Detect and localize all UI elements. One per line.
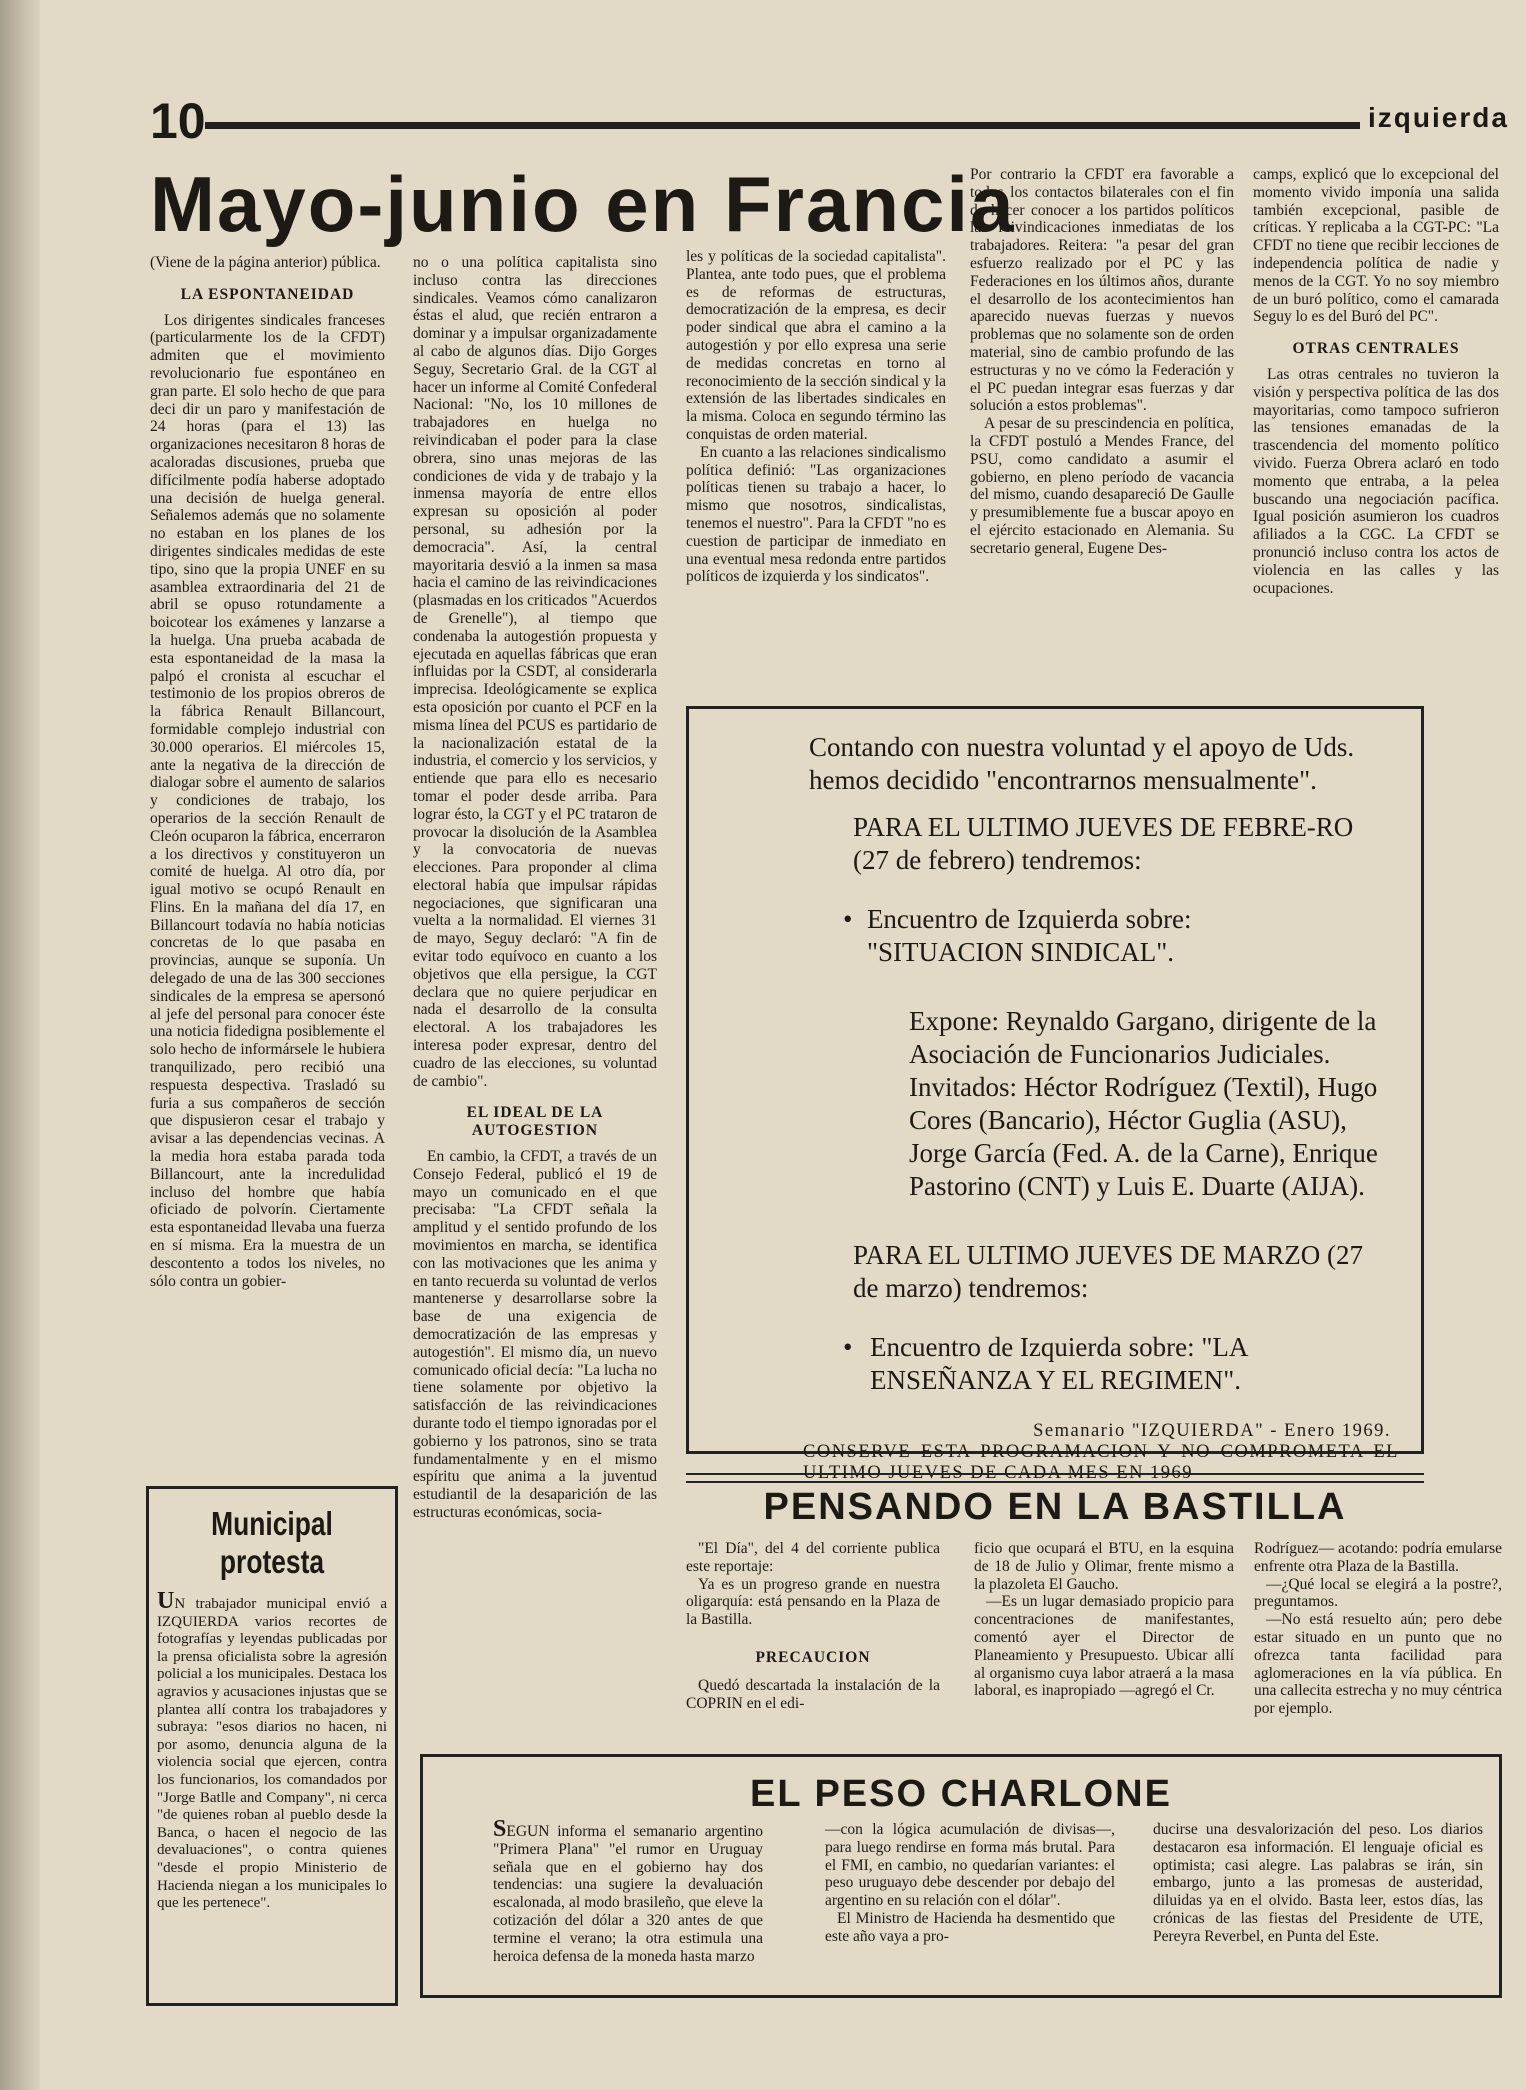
bullet: • bbox=[843, 1332, 853, 1362]
peso-charlone-title: EL PESO CHARLONE bbox=[750, 1773, 1172, 1815]
municipal-protesta-body bbox=[157, 1588, 387, 1913]
announcement-event-1 bbox=[713, 903, 1399, 969]
article-column-5 bbox=[1253, 166, 1499, 597]
bullet: • bbox=[843, 904, 853, 934]
event-2-title: Encuentro de Izquierda sobre: "LA ENSEÑANZA Y EL REGIMEN". bbox=[869, 1332, 1247, 1395]
announcement-event-2 bbox=[713, 1331, 1399, 1397]
announcement-box bbox=[686, 706, 1424, 1483]
page-binding-shadow bbox=[0, 0, 40, 2090]
announcement-signature: Semanario "IZQUIERDA" - Enero 1969. bbox=[1033, 1421, 1391, 1441]
bastilla-title: PENSANDO EN LA BASTILLA bbox=[763, 1486, 1347, 1528]
bastilla-paragraph: ficio que ocupará el BTU, en la esquina de 18 de Julio y Olimar, frente mismo a la plazoleta El Gaucho. bbox=[974, 1540, 1234, 1593]
bastilla-paragraph: —Es un lugar demasiado propicio para concentraciones de manifestantes, comentó ayer el Director de Planeamiento y Presupuesto. Ubicar allí al organismo cuya labor atraerá a la masa laboral, es inapropiado —agregó el Cr. bbox=[974, 1593, 1234, 1700]
peso-charlone-box bbox=[420, 1754, 1502, 1998]
section-heading-precaucion: PRECAUCION bbox=[755, 1648, 871, 1666]
bastilla-column-3 bbox=[1254, 1540, 1502, 1718]
masthead: izquierda bbox=[1368, 102, 1509, 133]
bastilla-top-rule bbox=[686, 1473, 1424, 1483]
header-rule bbox=[205, 122, 1360, 129]
drop-cap: U bbox=[157, 1588, 175, 1614]
peso-column-1 bbox=[493, 1816, 763, 1965]
article-paragraph: Las otras centrales no tuvieron la visión y perspectiva política de las dos mayoritarias, como tampoco sufrieron las tensiones emanadas de la trascendencia del momento político vivido. Fuerza Obrera aclaró en todo momento que entraba, a la pelea buscando una negociación pacífica. Igual posición asumieron los cuadros afiliados a la CGC. La CFDT se pronunció incluso contra los actos de violencia en las calles y las ocupaciones. bbox=[1253, 365, 1499, 597]
section-heading-autogestion: EL IDEAL DE LA AUTOGESTION bbox=[466, 1104, 604, 1140]
page-number: 10 bbox=[150, 93, 206, 149]
section-heading-otras-centrales: OTRAS CENTRALES bbox=[1292, 340, 1460, 358]
bastilla-paragraph: "El Día", del 4 del corriente publica este reportaje: bbox=[686, 1540, 940, 1575]
article-column-2 bbox=[413, 254, 657, 1522]
announcement-speaker: Expone: Reynaldo Gargano, dirigente de la Asociación de Funcionarios Judiciales. bbox=[909, 1006, 1377, 1069]
announcement-footer: CONSERVE ESTA PROGRAMACION Y NO COMPROMETA EL ULTIMO JUEVES DE CADA MES EN 1969 bbox=[803, 1442, 1399, 1483]
announcement-intro: Contando con nuestra voluntad y el apoyo de Uds. hemos decidido "encontrarnos mensualmente". bbox=[809, 732, 1355, 795]
municipal-protesta-box bbox=[146, 1486, 398, 2006]
bastilla-paragraph: —¿Qué local se elegirá a la postre?, preguntamos. bbox=[1254, 1575, 1502, 1611]
continuation-note: (Viene de la página anterior) pública. bbox=[150, 254, 381, 271]
article-headline: Mayo-junio en Francia bbox=[150, 160, 1016, 248]
peso-paragraph: EGUN informa el semanario argentino "Primera Plana" "el rumor en Uruguay señala que en el gobierno hay dos tendencias: una sugiere la devaluación escalonada, al modo brasileño, que eleve la cotización del dólar a 320 antes de que termine el verano; la otra estimula una heroica defensa de la moneda hasta marzo bbox=[493, 1823, 763, 1965]
article-paragraph: Los dirigentes sindicales franceses (particularmente los de la CFDT) admiten que el movimiento revolucionario fue espontáneo en gran parte. El solo hecho de que para deci dir un paro y manifestación de 24 horas (para el 13) las organizaciones necesitaron 8 horas de acaloradas discusiones, prueba que difícilmente podía haberse adoptado una decisión de huelga general. Señalemos además que no solamente no estaban en los planes de los dirigentes sindicales medidas de este tipo, sino que la propia UNEF en su asamblea extraordinaria del 21 de abril se opuso rotundamente a boicotear los exámenes y lanzarse a la huelga. Una prueba acabada de esta espontaneidad de la masa la palpó el cronista al escuchar el testimonio de los propios obreros de la fábrica Renault Billancourt, formidable complejo industrial con 30.000 operarios. El miércoles 15, ante la negativa de la dirección de dialogar sobre el aumento de salarios y condiciones de trabajo, los operarios de la sección Renault de Cleón ocuparon la fábrica, encerraron a los directivos y constituyeron un comité de huelga. Al otro día, por igual motivo se ocupó Renault en Flins. En la mañana del día 17, en Billancourt todavía no había noticias concretas de lo que pasaba en provincias, aunque se suponía. Un delegado de una de las 300 secciones sindicales de la empresa se apersonó al jefe del personal para conocer éste una noticia fidedigna posiblemente el solo hecho de informársele le hubiera tranquilizado, pero recibió una respuesta despectiva. Trasladó su furia a sus compañeros de sección que dispusieron cesar el trabajo y avisar a las dependencias vecinas. A la media hora estaba parada toda Billancourt, ante la incredulidad incluso del hombre que había oficiado de polvorín. Ciertamente esta espontaneidad llevaba una fuerza en sí misma. Era la muestra de un descontento a todos los niveles, no sólo contra un gobier- bbox=[150, 311, 385, 1290]
article-column-4 bbox=[970, 166, 1234, 558]
peso-paragraph: ducirse una desvalorización del peso. Los diarios destacaron esa información. El lenguaje oficial es optimista; casi alegre. Las palabras se irán, sin embargo, junto a las promesas de austeridad, diluidas ya en el olvido. Basta leer, estos días, las crónicas de las fiestas del Presidente de UTE, Pereyra Reverbel, en Punta del Este. bbox=[1153, 1821, 1483, 1945]
peso-paragraph: —con la lógica acumulación de divisas—, para luego rendirse en forma más brutal. Para el FMI, en cambio, no quedarían variantes: el peso uruguayo debe descender por debajo del argentino en su relación con el dólar". bbox=[825, 1821, 1115, 1910]
peso-column-3 bbox=[1153, 1821, 1483, 1946]
announcement-date-february: PARA EL ULTIMO JUEVES DE FEBRE-RO (27 de febrero) tendremos: bbox=[853, 812, 1354, 875]
article-paragraph: En cambio, la CFDT, a través de un Consejo Federal, publicó el 19 de mayo un comunicado en el que precisaba: "La CFDT señala la amplitud y el sentido profundo de los movimientos en marcha, se identifica con las motivaciones que les anima y en tanto recuerda su voluntad de verlos mantenerse y desarrollarse sobre la base de una exigencia de democratización de las empresas y autogestión". El mismo día, un nuevo comunicado oficial decía: "La lucha no tiene solamente por objetivo la satisfacción de las reivindicaciones durante todo el tiempo ignoradas por el gobierno y los patronos, sino se trata fundamentalmente y en el mismo espíritu que anima a la juventud estudiantil de la desaparición de las estructuras económicas, socia- bbox=[413, 1148, 657, 1521]
bastilla-paragraph: Rodríguez— acotando: podría emularse enfrente otra Plaza de la Bastilla. bbox=[1254, 1540, 1502, 1575]
article-paragraph: En cuanto a las relaciones sindicalismo política definió: "Las organizaciones políticas tienen su trabajo a hacer, lo mismo que nosotros, sindicalistas, tenemos el nuestro". Para la CFDT "no es cuestion de participar de inmediato en una eventual mesa redonda entre partidos políticos de izquierda y los sindicatos". bbox=[686, 443, 946, 586]
bastilla-column-2 bbox=[974, 1540, 1234, 1700]
bastilla-paragraph: —No está resuelto aún; pero debe estar situado en un punto que no ofrezca tanta facilidad para aglomeraciones en la vía pública. En una callecita estrecha y no muy céntrica por ejemplo. bbox=[1254, 1611, 1502, 1718]
drop-cap: S bbox=[493, 1816, 507, 1842]
article-paragraph: no o una política capitalista sino incluso contra las direcciones sindicales. Veamos cómo canalizaron éstas el alud, que recién entraron a dominar y a impulsar organizadamente al cabo de algunos días. Dijo Gorges Seguy, Secretario Gral. de la CGT al hacer un informe al Comité Confederal Nacional: "No, los 10 millones de trabajadores en huelga no reivindicaban el poder para la clase obrera, sino unas mejoras de las condiciones de vida y de trabajo y la inmensa mayoría de entre ellos expresan su oposición al poder personal, su adhesión por la democracia". Así, la central mayoritaria desvió a la inmen sa masa hacia el camino de las reivindicaciones (plasmadas en los criticados "Acuerdos de Grenelle"), al tiempo que condenaba la autogestión propuesta y ejecutada en aquellas fábricas que eran influidas por la CSDT, al considerarla imprecisa. Ideológicamente se explica esta oposición por cuanto el PCF en la misma línea del PCUS es partidario de la nacionalización estatal de la industria, el comercio y los servicios, y entiende que para ello es necesario tomar el poder desde arriba. Para lograr ésto, la CGT y el PC trataron de provocar la disolución de la Asamblea y la convocatoria de nuevas elecciones. Para proponder al clima electoral había que impulsar rápidas negociaciones, que significaran una vuelta a la normalidad. El viernes 31 de mayo, Seguy declaró: "A fin de evitar todo equívoco en cuanto a los objetivos que ella persigue, la CGT declara que no quiere perjudicar en nada el desarrollo de la consulta electoral. A los trabajadores les interesa poder expresar, dentro del cuadro de las elecciones, su voluntad de cambio". bbox=[413, 254, 657, 1090]
section-heading-espontaneidad: LA ESPONTANEIDAD bbox=[180, 285, 355, 303]
announcement-guests: Invitados: Héctor Rodríguez (Textil), Hugo Cores (Bancario), Héctor Guglia (ASU), Jorge García (Fed. A. de la Carne), Enrique Pastorino (CNT) y Luis E. Duarte (AIJA). bbox=[909, 1072, 1378, 1201]
peso-paragraph: El Ministro de Hacienda ha desmentido que este año vaya a pro- bbox=[825, 1909, 1115, 1945]
article-paragraph: les y políticas de la sociedad capitalista". Plantea, ante todo pues, que el problema es de reformas de estructuras, democratización de la empresa, es decir poder sindical que abra el camino a la autogestión y por ello expresa una serie de medidas concretas en torno al reconocimiento de la sección sindical y la extensión de las libertades sindicales en la misma. Coloca en segundo término las conquistas de orden material. bbox=[686, 248, 946, 443]
article-column-1 bbox=[150, 254, 385, 1290]
article-paragraph: camps, explicó que lo excepcional del momento vivido imponía una salida también excepcional, pasible de críticas. Y replicaba a la CGT-PC: "La CFDT no tiene que recibir lecciones de independencia política de nadie y menos de la CGT. Yo no soy miembro de un buró político, como el camarada Seguy lo es del Buró del PC". bbox=[1253, 166, 1499, 326]
bastilla-paragraph: Quedó descartada la instalación de la COPRIN en el edi- bbox=[686, 1676, 940, 1712]
article-column-3 bbox=[686, 248, 946, 586]
municipal-protesta-text: N trabajador municipal envió a IZQUIERDA varios recortes de fotografías y leyendas publicadas por la prensa oficialista sobre la agresión policial a los municipales. Destaca los agravios y acusaciones injustas que se plantea allí contra los trabajadores y subraya: "esos diarios no hacen, ni por asomo, denuncia alguna de la violencia social que ejercen, contra los funcionarios, los comandados por "Jorge Batlle and Company", ni cerca "de quienes roban al pueblo desde la Banca, o hacen el negocio de las devaluaciones", o contra quienes "desde el propio Ministerio de Hacienda niegan a los municipales lo que les pertenece". bbox=[157, 1596, 387, 1912]
bastilla-column-1 bbox=[686, 1540, 940, 1712]
peso-column-2 bbox=[825, 1821, 1115, 1946]
article-paragraph: A pesar de su prescindencia en política, la CFDT postuló a Mendes France, del PSU, como candidato a asumir el gobierno, en pleno período de vacancia del mismo, cuando desapareció De Gaulle y presumiblemente fue a buscar apoyo en el ejército estacionado en Alemania. Su secretario general, Eugene Des- bbox=[970, 415, 1234, 557]
article-paragraph: Por contrario la CFDT era favorable a todos los contactos bilaterales con el fin de hacer conocer a los partidos políticos las reivindicaciones inmediatas de los trabajadores. Reitera: "a pesar del gran esfuerzo realizado por el PC y las Federaciones en los últimos años, durante el desarrollo de los acontecimientos han aparecido nuevas fuerzas y nuevos problemas que no solamente son de orden material, sino de cambio profundo de las estructuras y no ve cómo la Federación y el PC puedan integrar esas fuerzas y dar solución a estos problemas". bbox=[970, 166, 1234, 415]
bastilla-paragraph: Ya es un progreso grande en nuestra oligarquía: está pensando en la Plaza de la Bastilla. bbox=[686, 1575, 940, 1629]
announcement-date-march: PARA EL ULTIMO JUEVES DE MARZO (27 de marzo) tendremos: bbox=[853, 1240, 1364, 1303]
municipal-protesta-title: Municipal protesta bbox=[211, 1505, 333, 1580]
event-1-title: Encuentro de Izquierda sobre: "SITUACION SINDICAL". bbox=[866, 904, 1192, 967]
